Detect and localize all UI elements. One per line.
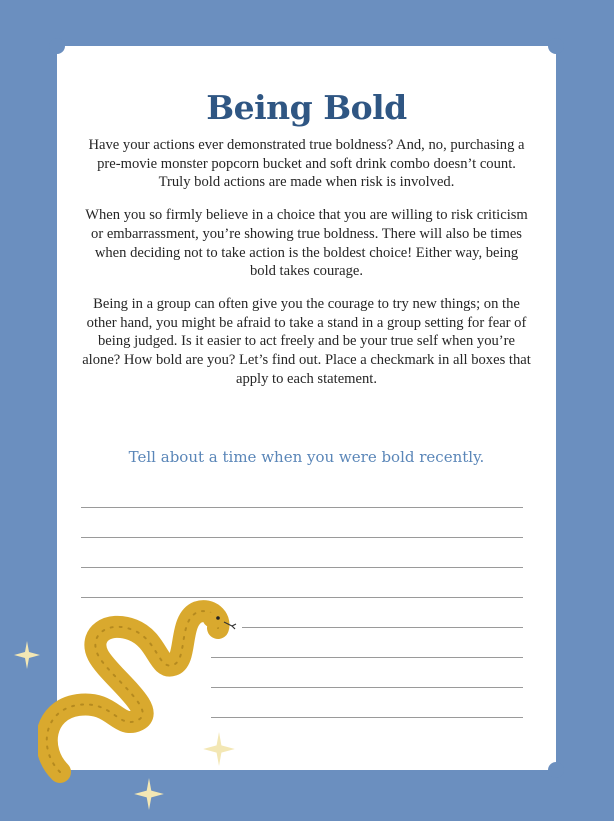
corner-notch xyxy=(548,762,564,778)
corner-notch xyxy=(548,38,564,54)
writing-line[interactable] xyxy=(81,537,523,538)
writing-line[interactable] xyxy=(242,627,523,628)
writing-line[interactable] xyxy=(211,687,523,688)
sparkle-star-icon xyxy=(203,732,235,766)
paragraph-2: When you so firmly believe in a choice that you are willing to risk criticism or embarrassment, you’re showing true boldness. There will also be times when deciding not to take action is the boldest choice! Either way, being bold takes courage. xyxy=(85,207,528,280)
writing-line[interactable] xyxy=(211,657,523,658)
sparkle-star-icon xyxy=(134,778,164,810)
intro-text xyxy=(81,136,532,402)
corner-notch xyxy=(49,38,65,54)
paragraph-1: Have your actions ever demonstrated true boldness? And, no, purchasing a pre-movie monster popcorn bucket and soft drink combo doesn’t count. Truly bold actions are made when risk is involved. xyxy=(88,137,525,191)
writing-line[interactable] xyxy=(81,507,523,508)
writing-line[interactable] xyxy=(81,567,523,568)
writing-line[interactable] xyxy=(211,717,523,718)
paragraph-3: Being in a group can often give you the courage to try new things; on the other hand, you might be afraid to take a stand in a group setting for fear of being judged. Is it easier to act freely and be your true self when you’re alone? How bold are you? Let’s find out. Place a checkmark in all boxes that apply to each statement. xyxy=(82,295,531,387)
writing-prompt: Tell about a time when you were bold recently. xyxy=(128,448,485,466)
writing-line[interactable] xyxy=(81,597,523,598)
sparkle-star-icon xyxy=(14,641,40,669)
page-title: Being Bold xyxy=(206,88,407,127)
